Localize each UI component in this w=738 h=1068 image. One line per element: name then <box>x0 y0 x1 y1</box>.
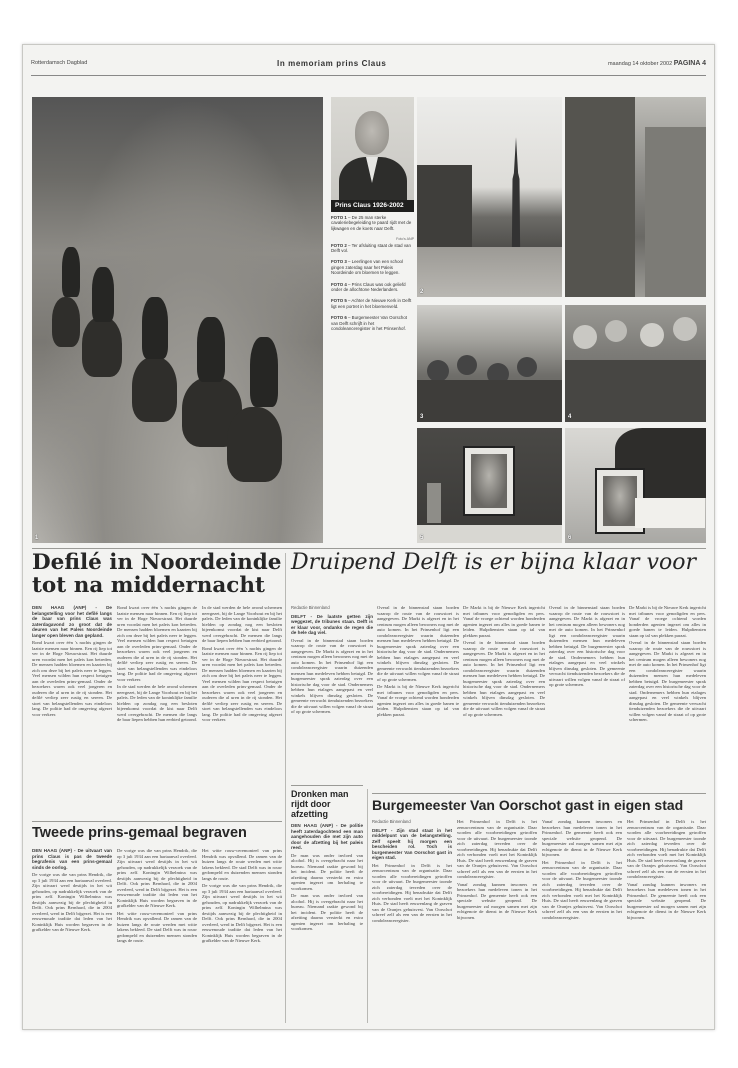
article-text: Het Prinsenhof in Delft is het zenuwcentrum van de organisatie. Daar worden alle voorbereidingen getroffen voor de uitvaart. De burgemeester toonde zich zaterdag tevreden over de voorbereidingen. Hij benadrukte dat Delft zich verbonden voelt met het Koninklijk Huis. De stad heeft eeuwenlang de graven van de Oranjes gehuisvest. Van Oorschot schreef zelf als een van de eersten in het condoleanceregister. <box>457 819 537 879</box>
article-tweede-col1 <box>32 848 112 1020</box>
article-text: Vanaf zondag kunnen inwoners en bezoekers hun medeleven tonen in het Prinsenhof. De gemeente heeft ook een speciale website geopend. De burgemeester zal morgen samen met zijn echtgenote de dienst in de Nieuwe Kerk bijwonen. <box>542 819 622 857</box>
caption-text: – Prins Claus was ook geliefd onder de allochtone Nederlanders. <box>331 281 406 293</box>
photo-number: 2 <box>420 289 424 295</box>
headline-tweede-prins-gemaal: Tweede prins-gemaal begraven <box>32 825 247 841</box>
portrait-caption: Prins Claus 1926-2002 <box>331 200 414 212</box>
date-page <box>537 60 706 67</box>
caption-label: FOTO 3 <box>331 259 347 265</box>
caption-label: FOTO 4 <box>331 281 347 287</box>
header-rule <box>31 75 706 76</box>
caption-label: FOTO 1 <box>331 215 347 220</box>
rule <box>291 785 363 786</box>
photo-condolence-register <box>565 428 706 543</box>
caption-text: – Achter de Nieuwe Kerk in Delft ligt een portret in het bloemenveld. <box>331 298 412 309</box>
column-divider <box>367 789 368 1023</box>
byline: Redactie Binnenland <box>372 819 411 824</box>
byline: Redactie Binnenland <box>291 605 330 610</box>
article-burgemeester-col3 <box>542 819 622 1021</box>
article-text: De Markt is bij de Nieuwe Kerk ingericht met tribunes voor genodigden en pers. Vanaf de vroege ochtend worden honderden agenten ingezet om alles in goede banen te leiden. Hulpdiensten staan op tal van plekken paraat. <box>463 605 545 638</box>
article-dronken-man <box>291 823 363 1021</box>
article-burgemeester-col2 <box>457 819 537 1021</box>
article-text: Rond kwart over één 's nachts gingen de laatste mensen naar binnen. Een rij liep tot ver in de Hoge Nieuwstraat. Het duurde uren voordat men het paleis kon betreden. De mensen hadden bloemen en kaarten bij zich om deze bij het paleis neer te leggen. Veel mensen wilden hun respect betuigen aan de overleden prins-gemaal. Onder de bezoekers waren ook veel jongeren en ouderen die al uren in de rij stonden. Het defilé verliep zeer rustig en sereen. De stoet van belangstellenden was eindeloos lang. De politie had de omgeving afgezet voor verkeer. <box>202 645 282 722</box>
photo-portrait-frame <box>417 428 562 543</box>
article-text: Het witte rouw-ceremonieel van prins Hendrik was opvallend. De ramen van de huizen langs de route werden met witte lakens bekleed. De stad Delft was in rouw gedompeld en duizenden mensen stonden langs de route. <box>117 910 197 943</box>
article-text: Overal in de binnenstad staan borden waarop de route van de rouwstoet is aangegeven. De Markt is afgezet en in het centrum mogen alleen bewoners nog met de auto komen. In het Prinsenhof ligt een condoleanceregister waarin duizenden mensen hun medeleven hebben betuigd. De burgemeester sprak zaterdag over een historische dag voor de stad. Ondernemers hebben hun etalages aangepast en veel winkels blijven dinsdag gesloten. De gemeente verwacht tienduizenden bezoekers die de uitvaart willen volgen vanaf de straat of op grote schermen. <box>291 637 373 714</box>
article-text: Overal in de binnenstad staan borden waarop de route van de rouwstoet is aangegeven. De Markt is afgezet en in het centrum mogen alleen bewoners nog met de auto komen. In het Prinsenhof ligt een condoleanceregister waarin duizenden mensen hun medeleven hebben betuigd. De burgemeester sprak zaterdag over een historische dag voor de stad. Ondernemers hebben hun etalages aangepast en veel winkels blijven dinsdag gesloten. De gemeente verwacht tienduizenden bezoekers die de uitvaart willen volgen vanaf de straat of op grote schermen. <box>377 605 459 682</box>
photo-number: 6 <box>568 535 572 541</box>
article-text: De Markt is bij de Nieuwe Kerk ingericht met tribunes voor genodigden en pers. Vanaf de vroege ochtend worden honderden agenten ingezet om alles in goede banen te leiden. Hulpdiensten staan op tal van plekken paraat. <box>377 684 459 717</box>
photo-captions <box>331 215 414 338</box>
caption-text: – Leerlingen van een school gingen zaterdag naar het Paleis Noordeinde om bloemen te leggen. <box>331 259 403 276</box>
article-text: Het Prinsenhof in Delft is het zenuwcentrum van de organisatie. Daar worden alle voorbereidingen getroffen voor de uitvaart. De burgemeester toonde zich zaterdag tevreden over de voorbereidingen. Hij benadrukte dat Delft zich verbonden voelt met het Koninklijk Huis. De stad heeft eeuwenlang de graven van de Oranjes gehuisvest. Van Oorschot schreef zelf als een van de eersten in het condoleanceregister. <box>372 862 452 923</box>
photo-number: 5 <box>420 535 424 541</box>
article-lead: DEN HAAG (ANP) - De uitvaart van prins Claus is pas de tweede begrafenis van een prins-gemaal sinds de oorlog. <box>32 848 112 870</box>
rule <box>372 793 706 794</box>
caption-text: – De 25 man sterke cavaleriebegeleiding te paard rijdt met de lijkwagen en de koets naar Delft. <box>331 215 412 231</box>
article-lead: DEN HAAG (ANP) - De politie heeft zaterdagochtend een man aangehouden die met zijn auto door de afzetting bij het paleis reed. <box>291 823 363 850</box>
article-delft-col2 <box>377 605 459 789</box>
article-lead: DELFT - Zijn stad staat in het middelpunt van de belangstelling. Zelf speelt hij morgen een bescheiden rol. Toch is burgemeester Van Oorschot gast in eigen stad. <box>372 827 452 860</box>
caption-label: FOTO 2 <box>331 242 347 248</box>
page-header <box>31 53 706 73</box>
header-date: maandag 14 oktober 2002 <box>607 60 673 67</box>
headline-defile: Defilé in Noordeinde tot na middernacht <box>32 550 282 598</box>
photo-number: 4 <box>568 414 572 420</box>
headline-dronken-man: Dronken man rijdt door afzetting <box>291 789 349 819</box>
article-text: Het Prinsenhof in Delft is het zenuwcentrum van de organisatie. Daar worden alle voorbereidingen getroffen voor de uitvaart. De burgemeester toonde zich zaterdag tevreden over de voorbereidingen. Hij benadrukte dat Delft zich verbonden voelt met het Koninklijk Huis. De stad heeft eeuwenlang de graven van de Oranjes gehuisvest. Van Oorschot schreef zelf als een van de eersten in het condoleanceregister. <box>542 859 622 920</box>
photo-cavalry <box>32 97 323 543</box>
article-text: De vorige was die van prins Hendrik, die op 3 juli 1934 aan een hartaanval overleed. Zijn uitvaart werd destijds in het wit gehouden, op nadrukkelijk verzoek van de prins zelf. Koningin Wilhelmina was destijds aanwezig bij de plechtigheid in Delft. Ook prins Bernhard, die in 2004 overleed, werd in Delft bijgezet. Het is een eeuwenoude traditie dat leden van het Koninklijk Huis worden begraven in de grafkelder van de Nieuwe Kerk. <box>32 872 112 932</box>
newspaper-page <box>22 44 715 1030</box>
photo-street-facades <box>565 97 706 297</box>
article-text: De man was onder invloed van alcohol. Hij is overgebracht naar het bureau. Niemand raakte gewond bij het incident. De politie heeft de afzetting daarna versterkt en extra agenten ingezet om herhaling te voorkomen. <box>291 852 363 891</box>
photo-portrait <box>331 97 414 212</box>
article-tweede-col2 <box>117 848 197 1020</box>
article-burgemeester-col4 <box>627 819 706 1021</box>
photo-crowd-mourners <box>565 305 706 422</box>
article-delft-col5 <box>629 605 706 789</box>
article-defile-col1 <box>32 605 112 817</box>
article-delft-col3 <box>463 605 545 789</box>
article-delft-col4 <box>549 605 625 789</box>
article-text: Het witte rouw-ceremonieel van prins Hendrik was opvallend. De ramen van de huizen langs de route werden met witte lakens bekleed. De stad Delft was in rouw gedompeld en duizenden mensen stonden langs de route. <box>202 848 282 881</box>
article-defile-col3 <box>202 605 282 817</box>
column-divider <box>285 553 286 1023</box>
article-text: Overal in de binnenstad staan borden waarop de route van de rouwstoet is aangegeven. De Markt is afgezet en in het centrum mogen alleen bewoners nog met de auto komen. In het Prinsenhof ligt een condoleanceregister waarin duizenden mensen hun medeleven hebben betuigd. De burgemeester sprak zaterdag over een historische dag voor de stad. Ondernemers hebben hun etalages aangepast en veel winkels blijven dinsdag gesloten. De gemeente verwacht tienduizenden bezoekers die de uitvaart willen volgen vanaf de straat of op grote schermen. <box>629 640 706 722</box>
header-page: PAGINA 4 <box>673 59 706 67</box>
article-burgemeester-col1 <box>372 819 452 1021</box>
headline-burgemeester: Burgemeester Van Oorschot gast in eigen stad <box>372 797 684 813</box>
article-text: Overal in de binnenstad staan borden waarop de route van de rouwstoet is aangegeven. De Markt is afgezet en in het centrum mogen alleen bewoners nog met de auto komen. In het Prinsenhof ligt een condoleanceregister waarin duizenden mensen hun medeleven hebben betuigd. De burgemeester sprak zaterdag over een historische dag voor de stad. Ondernemers hebben hun etalages aangepast en veel winkels blijven dinsdag gesloten. De gemeente verwacht tienduizenden bezoekers die de uitvaart willen volgen vanaf de straat of op grote schermen. <box>549 605 625 687</box>
caption-text: – Burgemeester Van Oorschot van Delft schrijft in het condoleanceregister in het Prinsenhof. <box>331 315 407 332</box>
article-text: Vanaf zondag kunnen inwoners en bezoekers hun medeleven tonen in het Prinsenhof. De gemeente heeft ook een speciale website geopend. De burgemeester zal morgen samen met zijn echtgenote de dienst in de Nieuwe Kerk bijwonen. <box>457 881 537 920</box>
article-delft-col1 <box>291 605 373 783</box>
article-text: De Markt is bij de Nieuwe Kerk ingericht met tribunes voor genodigden en pers. Vanaf de vroege ochtend worden honderden agenten ingezet om alles in goede banen te leiden. Hulpdiensten staan op tal van plekken paraat. <box>629 605 706 638</box>
article-text: Rond kwart over één 's nachts gingen de laatste mensen naar binnen. Een rij liep tot ver in de Hoge Nieuwstraat. Het duurde uren voordat men het paleis kon betreden. De mensen hadden bloemen en kaarten bij zich om deze bij het paleis neer te leggen. Veel mensen wilden hun respect betuigen aan de overleden prins-gemaal. Onder de bezoekers waren ook veel jongeren en ouderen die al uren in de rij stonden. Het defilé verliep zeer rustig en sereen. De stoet van belangstellenden was eindeloos lang. De politie had de omgeving afgezet voor verkeer. <box>32 640 112 717</box>
rule <box>32 821 282 822</box>
caption-text: – Ter afsluiting staat de stad van Delft vol. <box>331 242 411 254</box>
photo-credit: Foto's ANP <box>396 237 414 242</box>
article-text: Het Prinsenhof in Delft is het zenuwcentrum van de organisatie. Daar worden alle voorbereidingen getroffen voor de uitvaart. De burgemeester toonde zich zaterdag tevreden over de voorbereidingen. Hij benadrukte dat Delft zich verbonden voelt met het Koninklijk Huis. De stad heeft eeuwenlang de graven van de Oranjes gehuisvest. Van Oorschot schreef zelf als een van de eersten in het condoleanceregister. <box>627 819 706 879</box>
photo-number: 1 <box>35 535 39 541</box>
article-defile-col2 <box>117 605 197 817</box>
article-text: In de stad werden de hele avond schermen neergezet, bij de Lange Voorhout en bij het paleis. De leden van de koninklijke familie hielden op zondag nog een besloten bijeenkomst voordat de kist naar Delft werd overgebracht. De mensen die langs de baar liepen hebben hun eerbied getoond. <box>202 605 282 643</box>
photo-delft-canal <box>417 97 562 297</box>
section-title: In memoriam prins Claus <box>277 58 387 68</box>
article-lead: DELFT - De laatste getten zijn weggezet, de tribunes staan. Delft is er klaar voor, ondanks de regen die de hele dag viel. <box>291 613 373 635</box>
caption-label: FOTO 5 <box>331 298 347 304</box>
photo-crowd-flowers <box>417 305 562 422</box>
newspaper-name: Rotterdamsch Dagblad <box>31 60 88 66</box>
article-text: Overal in de binnenstad staan borden waarop de route van de rouwstoet is aangegeven. De Markt is afgezet en in het centrum mogen alleen bewoners nog met de auto komen. In het Prinsenhof ligt een condoleanceregister waarin duizenden mensen hun medeleven hebben betuigd. De burgemeester sprak zaterdag over een historische dag voor de stad. Ondernemers hebben hun etalages aangepast en veel winkels blijven dinsdag gesloten. De gemeente verwacht tienduizenden bezoekers die de uitvaart willen volgen vanaf de straat of op grote schermen. <box>463 640 545 717</box>
photo-number: 3 <box>420 414 424 420</box>
article-tweede-col3 <box>202 848 282 1020</box>
article-text: Rond kwart over één 's nachts gingen de laatste mensen naar binnen. Een rij liep tot ver in de Hoge Nieuwstraat. Het duurde uren voordat men het paleis kon betreden. De mensen hadden bloemen en kaarten bij zich om deze bij het paleis neer te leggen. Veel mensen wilden hun respect betuigen aan de overleden prins-gemaal. Onder de bezoekers waren ook veel jongeren en ouderen die al uren in de rij stonden. Het defilé verliep zeer rustig en sereen. De stoet van belangstellenden was eindeloos lang. De politie had de omgeving afgezet voor verkeer. <box>117 605 197 682</box>
article-text: In de stad werden de hele avond schermen neergezet, bij de Lange Voorhout en bij het paleis. De leden van de koninklijke familie hielden op zondag nog een besloten bijeenkomst voordat de kist naar Delft werd overgebracht. De mensen die langs de baar liepen hebben hun eerbied getoond. <box>117 684 197 722</box>
article-text: De vorige was die van prins Hendrik, die op 3 juli 1934 aan een hartaanval overleed. Zijn uitvaart werd destijds in het wit gehouden, op nadrukkelijk verzoek van de prins zelf. Koningin Wilhelmina was destijds aanwezig bij de plechtigheid in Delft. Ook prins Bernhard, die in 2004 overleed, werd in Delft bijgezet. Het is een eeuwenoude traditie dat leden van het Koninklijk Huis worden begraven in de grafkelder van de Nieuwe Kerk. <box>117 848 197 908</box>
headline-druipend-delft: Druipend Delft is er bijna klaar voor <box>291 550 696 575</box>
rule <box>32 548 706 549</box>
article-text: De vorige was die van prins Hendrik, die op 3 juli 1934 aan een hartaanval overleed. Zijn uitvaart werd destijds in het wit gehouden, op nadrukkelijk verzoek van de prins zelf. Koningin Wilhelmina was destijds aanwezig bij de plechtigheid in Delft. Ook prins Bernhard, die in 2004 overleed, werd in Delft bijgezet. Het is een eeuwenoude traditie dat leden van het Koninklijk Huis worden begraven in de grafkelder van de Nieuwe Kerk. <box>202 883 282 943</box>
article-text: De man was onder invloed van alcohol. Hij is overgebracht naar het bureau. Niemand raakte gewond bij het incident. De politie heeft de afzetting daarna versterkt en extra agenten ingezet om herhaling te voorkomen. <box>291 893 363 931</box>
article-lead: DEN HAAG (ANP) - De belangstelling voor het defilé langs de baar van prins Claus was zaterdagavond zo groot dat de deuren van het Paleis Noordeinde langer open bleven dan gepland. <box>32 605 112 638</box>
caption-label: FOTO 6 <box>331 315 347 321</box>
article-text: Vanaf zondag kunnen inwoners en bezoekers hun medeleven tonen in het Prinsenhof. De gemeente heeft ook een speciale website geopend. De burgemeester zal morgen samen met zijn echtgenote de dienst in de Nieuwe Kerk bijwonen. <box>627 881 706 920</box>
